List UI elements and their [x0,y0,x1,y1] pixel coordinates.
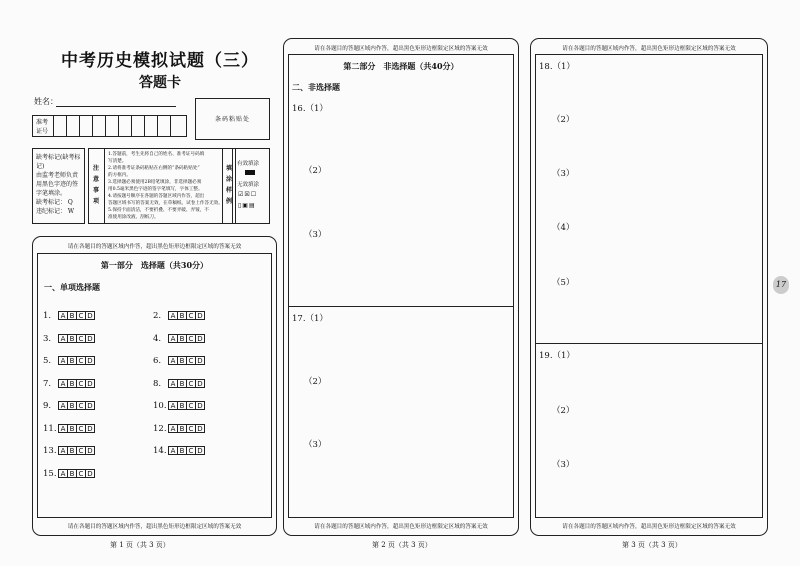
q17-sub2: （2） [304,377,327,387]
mc-question-number: 10. [153,401,167,411]
mc-option-bubble-c[interactable]: C [76,379,86,388]
wrong-fill-marks: ☑☒☐ [238,191,258,198]
q16-sub3: （3） [304,230,327,240]
mc-option-bubble-a[interactable]: A [58,311,68,320]
mc-option-bubble-d[interactable]: D [195,424,205,433]
part1-section-title: 一、单项选择题 [44,282,100,292]
mc-question-row [43,438,95,457]
mc-question-number: 14. [153,446,167,456]
mc-option-bubble-c[interactable]: C [76,401,86,410]
mc-option-bubble-d[interactable]: D [195,334,205,343]
mc-option-bubble-b[interactable]: B [67,469,77,478]
mc-option-bubble-d[interactable]: D [85,446,95,455]
q19-sub3: （3） [552,460,575,470]
mc-option-bubble-a[interactable]: A [168,334,178,343]
mc-option-bubble-b[interactable]: B [177,356,187,365]
q19-label: 19.（1） [539,351,575,361]
mc-option-bubble-c[interactable]: C [186,356,196,365]
mc-option-bubble-d[interactable]: D [195,446,205,455]
mc-option-bubble-b[interactable]: B [67,334,77,343]
mc-question-row [153,438,205,457]
side-page-mark: 17 [773,276,789,294]
name-underline[interactable] [56,106,176,107]
q19-sub2: （2） [552,406,575,416]
mc-option-bubble-c[interactable]: C [186,401,196,410]
mc-option-bubble-b[interactable]: B [177,311,187,320]
mc-question-number: 15. [43,468,57,479]
page3-bottom-notice: 请在各题目的答题区域内作答，超出黑色矩形边框限定区域的答案无效 [562,524,736,530]
mc-question-number: 3. [43,333,52,344]
correct-fill-label: 有效填涂 [237,161,260,167]
mc-option-bubble-c[interactable]: C [76,311,86,320]
mc-question-number: 12. [153,423,167,434]
mc-option-bubble-a[interactable]: A [58,469,68,478]
mc-option-bubble-b[interactable]: B [177,379,187,388]
q18-sub3: （3） [552,169,575,179]
barcode-label: 条码粘贴处 [214,116,250,123]
wrong-fill-marks-2: ▯▣▤ [238,202,256,209]
mc-option-bubble-b[interactable]: B [67,424,77,433]
mc-option-bubble-c[interactable]: C [76,469,86,478]
q18-answer-area[interactable] [535,54,763,344]
mc-question-number: 9. [43,401,52,411]
wrong-fill-label: 无效填涂 [237,182,260,188]
page1-bottom-notice: 请在各题目的答题区域内作答，超出黑色矩形边框限定区域的答案无效 [67,524,242,530]
q17-label: 17.（1） [292,314,328,324]
attention-side-label: 注 意 事 项 [93,165,100,205]
mc-option-bubble-d[interactable]: D [85,379,95,388]
mc-option-bubble-a[interactable]: A [168,424,178,433]
mc-question-row [43,303,95,322]
mc-option-bubble-d[interactable]: D [195,356,205,365]
mc-option-bubble-b[interactable]: B [177,446,187,455]
mc-question-row [153,326,205,345]
mc-option-bubble-d[interactable]: D [85,401,95,410]
q19-answer-area[interactable] [535,343,763,518]
mc-option-bubble-c[interactable]: C [76,446,86,455]
q17-sub3: （3） [304,440,327,450]
mc-option-bubble-b[interactable]: B [177,401,187,410]
mc-option-bubble-a[interactable]: A [58,379,68,388]
mc-option-bubble-b[interactable]: B [177,334,187,343]
page3-top-notice: 请在各题目的答题区域内作答，超出黑色矩形边框限定区域的答案无效 [562,46,736,52]
mc-option-bubble-b[interactable]: B [67,311,77,320]
mc-question-number: 6. [153,356,162,366]
attention-box [88,148,233,224]
mc-option-bubble-c[interactable]: C [76,356,86,365]
page3-footer: 第 3 页（共 3 页） [622,541,682,549]
mc-option-bubble-b[interactable]: B [67,356,77,365]
part2-heading: 第二部分 非选择题（共40分） [343,61,459,71]
mc-option-bubble-d[interactable]: D [85,334,95,343]
mc-question-row [153,348,205,367]
mc-question-row [43,326,95,345]
part1-heading: 第一部分 选择题（共30分） [100,260,209,270]
mc-option-bubble-b[interactable]: B [177,424,187,433]
mc-option-bubble-d[interactable]: D [195,311,205,320]
mc-option-bubble-c[interactable]: C [186,424,196,433]
page1-top-notice: 请在各题目的答题区域内作答，超出黑色矩形边框限定区域的答案无效 [67,244,242,250]
mc-question-number: 11. [43,423,57,434]
fill-example-side-label: 填 涂 样 例 [226,165,233,205]
page1-footer: 第 1 页（共 3 页） [110,541,170,549]
exam-title: 中考历史模拟试题（三） [61,51,259,71]
q18-sub5: （5） [552,278,575,288]
mc-question-row [153,393,205,412]
mc-option-bubble-b[interactable]: B [67,401,77,410]
mc-question-number: 13. [43,446,57,456]
mc-option-bubble-a[interactable]: A [58,356,68,365]
mc-option-bubble-c[interactable]: C [186,311,196,320]
mc-question-number: 5. [43,356,52,366]
q18-sub2: （2） [552,115,575,125]
mc-option-bubble-a[interactable]: A [168,379,178,388]
mc-option-bubble-a[interactable]: A [58,334,68,343]
mc-question-row [43,371,95,390]
exam-number-label: 准考 证号 [36,119,49,135]
mc-option-bubble-b[interactable]: B [67,379,77,388]
mc-question-number: 2. [153,311,162,321]
mc-question-row [153,416,205,435]
absence-notice-text: 缺考标记(缺考标记) 由监考老师负责 用黑色字迹的签 字笔填涂。 缺考标记： Q 违纪标记： W [36,154,81,215]
mc-option-bubble-a[interactable]: A [58,424,68,433]
mc-option-bubble-a[interactable]: A [58,446,68,455]
mc-option-bubble-c[interactable]: C [76,334,86,343]
mc-option-bubble-b[interactable]: B [67,446,77,455]
mc-option-bubble-c[interactable]: C [76,424,86,433]
fill-example-box [222,148,270,224]
mc-option-bubble-c[interactable]: C [186,446,196,455]
mc-option-bubble-d[interactable]: D [85,424,95,433]
answer-sheet-subtitle: 答题卡 [139,75,181,91]
mc-option-bubble-c[interactable]: C [186,334,196,343]
mc-option-bubble-a[interactable]: A [168,311,178,320]
correct-fill-mark [245,170,255,175]
mc-option-bubble-a[interactable]: A [168,401,178,410]
q16-sub2: （2） [304,166,327,176]
mc-option-bubble-d[interactable]: D [85,311,95,320]
mc-question-number: 8. [153,378,162,389]
q18-sub4: （4） [552,223,575,233]
mc-option-bubble-d[interactable]: D [195,401,205,410]
name-label: 姓名： [34,97,58,106]
mc-option-bubble-a[interactable]: A [168,446,178,455]
barcode-area [195,98,270,140]
absence-notice-box [32,148,85,224]
mc-question-row [153,371,205,390]
q17-answer-area[interactable] [288,306,514,518]
mc-option-bubble-d[interactable]: D [195,379,205,388]
mc-option-bubble-d[interactable]: D [85,356,95,365]
mc-question-number: 4. [153,333,162,344]
mc-question-row [43,348,95,367]
mc-question-row [43,461,95,480]
attention-items: 1.答题前，考生先将自己的姓名、准考证号码填 写清楚。 2.请将准考证条码粘贴在右侧的“条码粘贴处” 的方框内。 3.选择题必须使用2B铅笔填涂，非选择题必须 用0.5毫米黑色字迹的签字笔填写，字体工整。 4.请按题号顺序在各题的答题区域内作答，超出 答题区域书写的答案无效，在草稿纸、试卷上作答无效。 5.保持卡面清洁，不要折叠、不要弄破、弄皱，不 准使用涂改液、刮纸刀。 [108,152,223,220]
exam-number-grid[interactable] [32,115,187,137]
page2-top-notice: 请在各题目的答题区域内作答，超出黑色矩形边框限定区域的答案无效 [314,46,488,52]
page2-footer: 第 2 页（共 3 页） [372,541,432,549]
part2-section-title: 二、非选择题 [292,82,340,92]
mc-question-row [43,393,95,412]
mc-option-bubble-a[interactable]: A [58,401,68,410]
mc-option-bubble-a[interactable]: A [168,356,178,365]
mc-question-row [153,303,205,322]
q16-label: 16.（1） [292,104,328,114]
mc-option-bubble-d[interactable]: D [85,469,95,478]
mc-question-row [43,416,95,435]
page2-bottom-notice: 请在各题目的答题区域内作答，超出黑色矩形边框限定区域的答案无效 [314,524,488,530]
mc-question-number: 1. [43,311,52,321]
q18-label: 18.（1） [539,62,575,72]
mc-option-bubble-c[interactable]: C [186,379,196,388]
mc-question-number: 7. [43,378,52,389]
